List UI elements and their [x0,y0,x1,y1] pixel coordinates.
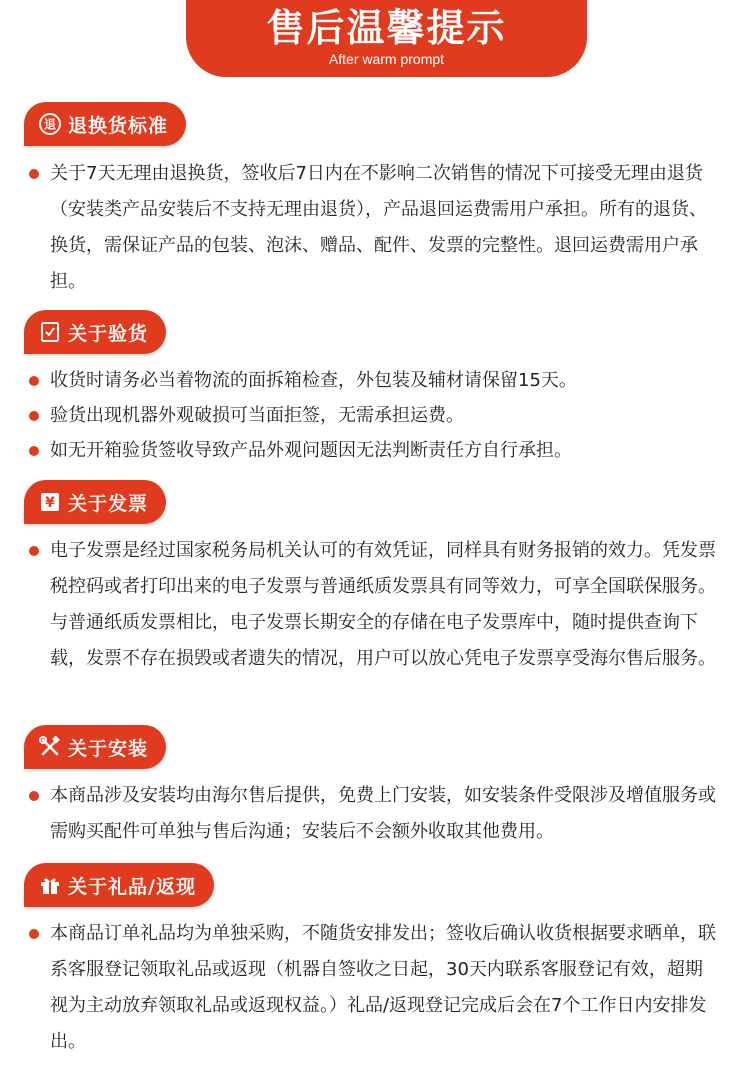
bullet-icon [29,546,39,556]
list-item-text: 验货出现机器外观破损可当面拒签，无需承担运费。 [50,405,464,426]
list-item-text: 关于7天无理由退换货，签收后7日内在不影响二次销售的情况下可接受无理由退货（安装类产品安装后不支持无理由退货），产品退回运费需用户承担。所有的退货、换货，需保证产品的包装、泡沫、赠品、配件、发票的完整性。退回运费需用户承担。 [50,163,707,292]
tools-icon [38,735,62,759]
section-tag-inspection [24,310,166,354]
list-item [29,533,719,677]
section-label: 关于安装 [68,737,149,760]
list-item [29,916,719,1060]
section-tag-return [24,102,186,146]
list-item [29,156,719,300]
section-tag-invoice [24,480,166,524]
bullet-icon [29,169,39,179]
list-item-text: 收货时请务必当着物流的面拆箱检查，外包装及辅材请保留15天。 [50,370,577,391]
list-item [29,398,719,434]
return-icon [38,112,62,136]
section-label: 关于礼品/返现 [68,875,196,898]
svg-text:¥: ¥ [45,495,55,511]
bullet-icon [29,376,39,386]
list-item-text: 本商品订单礼品均为单独采购，不随货安排发出；签收后确认收货根据要求晒单，联系客服登记领取礼品或返现（机器自签收之日起，30天内联系客服登记有效，超期视为主动放弃领取礼品或返现权益。）礼品/返现登记完成后会在7个工作日内安排发出。 [50,923,716,1052]
checklist-icon [38,320,62,344]
page-header [186,0,587,77]
gift-icon [38,873,62,897]
invoice-icon [38,490,62,514]
section-tag-gift [24,863,214,907]
list-item [29,363,719,399]
list-item-text: 如无开箱验货签收导致产品外观问题因无法判断责任方自行承担。 [50,440,572,461]
bullet-icon [29,929,39,939]
section-label: 关于验货 [68,322,149,345]
list-item-text: 本商品涉及安装均由海尔售后提供，免费上门安装，如安装条件受限涉及增值服务或需购买配件可单独与售后沟通；安装后不会额外收取其他费用。 [50,785,716,842]
section-label: 关于发票 [68,492,149,515]
bullet-icon [29,446,39,456]
list-item [29,778,719,850]
section-label: 退换货标准 [68,114,169,137]
list-item [29,433,719,469]
bullet-icon [29,791,39,801]
page-title: 售后温馨提示 [266,6,507,50]
list-item-text: 电子发票是经过国家税务局机关认可的有效凭证，同样具有财务报销的效力。凭发票税控码或者打印出来的电子发票与普通纸质发票具有同等效力，可享全国联保服务。与普通纸质发票相比，电子发票长期安全的存储在电子发票库中，随时提供查询下载，发票不存在损毁或者遗失的情况，用户可以放心凭电子发票享受海尔售后服务。 [50,540,716,669]
page-subtitle: After warm prompt [328,51,445,67]
bullet-icon [29,411,39,421]
section-tag-installation [24,725,166,769]
svg-text:退: 退 [43,117,57,132]
